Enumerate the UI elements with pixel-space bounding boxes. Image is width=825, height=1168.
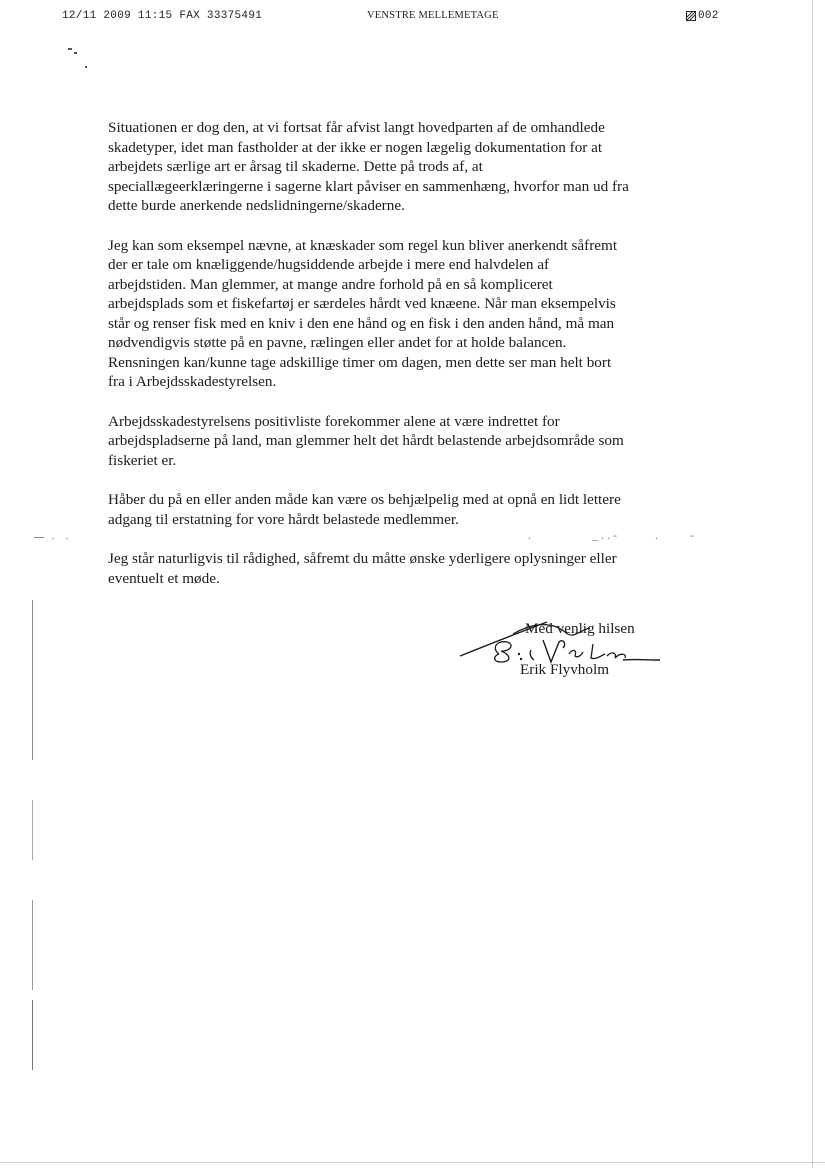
text-line: fiskeriet er.	[108, 451, 177, 469]
fax-datetime-number: 12/11 2009 11:15 FAX 33375491	[62, 10, 263, 22]
text-line: arbejdstiden. Man glemmer, at mange andre forhold på en så kompliceret	[108, 275, 553, 293]
fax-checkbox-icon	[686, 11, 696, 21]
scan-speck	[85, 66, 87, 68]
fax-sender: VENSTRE MELLEMETAGE	[367, 10, 499, 21]
text-line: skadetyper, idet man fastholder at der ikke er nogen lægelig dokumentation for at	[108, 138, 603, 156]
scan-speck	[52, 538, 54, 539]
scan-speck	[66, 538, 68, 539]
text-line: fra i Arbejdsskadestyrelsen.	[108, 373, 277, 390]
fax-page-number: 002	[698, 10, 719, 22]
text-line: arbejdsplads som et fiskefartøj er særdeles hårdt ved knæene. Når man eksempelvis	[108, 295, 616, 312]
text-line: Håber du på en eller anden måde kan være os behjælpelig med at opnå en lidt lettere	[108, 491, 621, 508]
fax-header	[0, 6, 825, 24]
text-line: står og renser fisk med en kniv i den ene hånd og en fisk i den anden hånd, må man	[108, 314, 615, 332]
closing: Med venlig hilsen	[525, 620, 635, 637]
scan-margin-line	[32, 800, 33, 860]
text-line: Rensningen kan/kunne tage adskillige timer om dagen, men dette ser man helt bort	[108, 353, 612, 371]
paragraph	[108, 236, 718, 392]
paragraph	[108, 412, 718, 471]
scan-speck	[68, 48, 72, 50]
text-line: Jeg står naturligvis til rådighed, såfremt du måtte ønske yderligere oplysninger eller	[108, 550, 617, 567]
text-line: eventuelt et møde.	[108, 569, 220, 587]
scan-speck	[34, 537, 44, 538]
scan-dots: -	[690, 528, 694, 542]
page-right-edge	[812, 0, 813, 1168]
text-line: Arbejdsskadestyrelsens positivliste forekommer alene at være indrettet for	[108, 412, 560, 430]
paragraph	[108, 118, 718, 216]
scan-dots: .	[528, 528, 531, 542]
paragraph	[108, 549, 718, 588]
text-line: Jeg kan som eksempel nævne, at knæskader som regel kun bliver anerkendt såfremt	[108, 236, 618, 254]
scan-margin-line	[32, 900, 33, 990]
text-line: speciallægeerklæringerne i sagerne klart påviser en sammenhæng, hvorfor man ud fra	[108, 177, 629, 195]
scan-dots: .	[655, 528, 658, 542]
letter-body	[108, 118, 718, 608]
paragraph	[108, 490, 718, 529]
scan-margin-line	[32, 1000, 33, 1070]
text-line: arbejdets særlige art er årsag til skaderne. Dette på trods af, at	[108, 158, 483, 175]
scan-speck	[74, 52, 77, 54]
text-line: arbejdspladserne på land, man glemmer helt det hårdt belastende arbejdsområde som	[108, 432, 624, 449]
scan-margin-line	[32, 600, 33, 760]
text-line: nødvendigvis støtte på en pavne, rælingen eller andet for at holde balancen.	[108, 334, 567, 351]
text-line: Situationen er dog den, at vi fortsat får afvist langt hovedparten af de omhandlede	[108, 119, 605, 136]
signer-name: Erik Flyvholm	[520, 661, 610, 678]
text-line: der er tale om knæliggende/hugsiddende arbejde i mere end halvdelen af	[108, 256, 550, 273]
text-line: adgang til erstatning for vore hårdt belastede medlemmer.	[108, 510, 459, 528]
page-bottom-edge	[0, 1162, 825, 1163]
fax-page-indicator	[686, 10, 719, 22]
scan-dots: _ . . -	[592, 528, 617, 542]
text-line: dette burde anerkende nedslidningerne/skaderne.	[108, 197, 405, 214]
